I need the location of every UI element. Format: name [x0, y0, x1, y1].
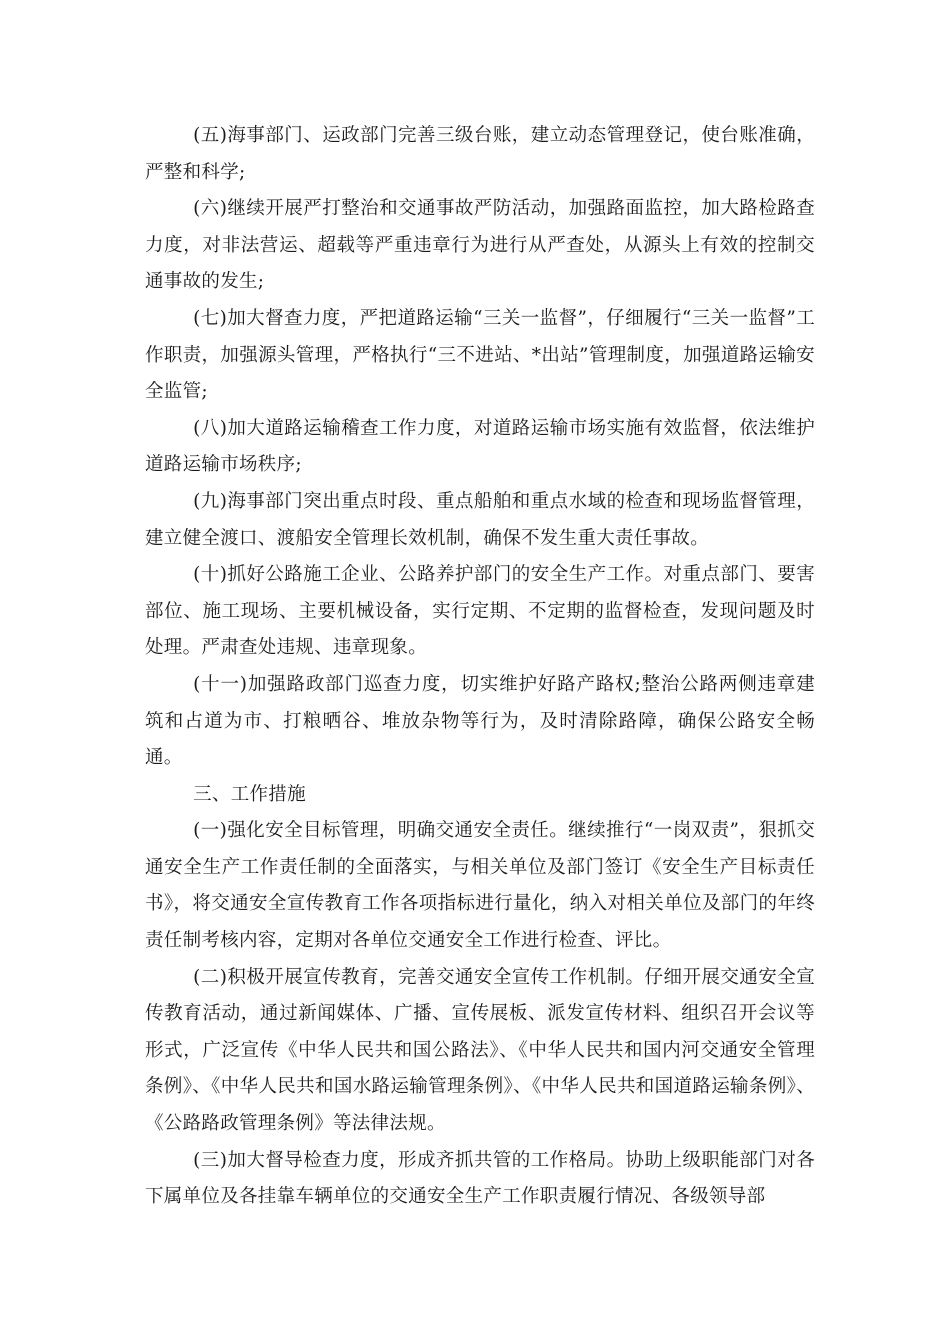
- paragraph-9: (九)海事部门突出重点时段、重点船舶和重点水域的检查和现场监督管理，建立健全渡口、渡船安全管理长效机制，确保不发生重大责任事故。: [145, 490, 815, 549]
- paragraph-5: (五)海事部门、运政部门完善三级台账，建立动态管理登记，使台账准确，严整和科学;: [145, 125, 815, 183]
- measure-1: (一)强化安全目标管理，明确交通安全责任。继续推行“一岗双责”，狠抓交通安全生产工作责任制的全面落实，与相关单位及部门签订《安全生产目标责任书》，将交通安全宣传教育工作各项指标进行量化，纳入对相关单位及部门的年终责任制考核内容，定期对各单位交通安全工作进行检查、评比。: [145, 820, 815, 952]
- section-heading: 三、工作措施: [193, 783, 306, 805]
- paragraph-6: (六)继续开展严打整治和交通事故严防活动，加强路面监控，加大路检路查力度，对非法营运、超载等严重违章行为进行从严查处，从源头上有效的控制交通事故的发生;: [145, 198, 815, 293]
- measure-2: (二)积极开展宣传教育，完善交通安全宣传工作机制。仔细开展交通安全宣传教育活动，通过新闻媒体、广播、宣传展板、派发宣传材料、组织召开会议等形式，广泛宣传《中华人民共和国公路法》、《中华人民共和国内河交通安全管理条例》、《中华人民共和国水路运输管理条例》、《中华人民共和国道路运输条例》、《公路路政管理条例》等法律法规。: [145, 966, 815, 1135]
- document-page: [145, 118, 815, 1216]
- paragraph-10: (十)抓好公路施工企业、公路养护部门的安全生产工作。对重点部门、要害部位、施工现场、主要机械设备，实行定期、不定期的监督检查，发现问题及时处理。严肃查处违规、违章现象。: [145, 564, 815, 659]
- measure-3: (三)加大督导检查力度，形成齐抓共管的工作格局。协助上级职能部门对各下属单位及各挂靠车辆单位的交通安全生产工作职责履行情况、各级领导部: [145, 1149, 815, 1208]
- paragraph-8: (八)加大道路运输稽查工作力度，对道路运输市场实施有效监督，依法维护道路运输市场秩序;: [145, 417, 815, 476]
- paragraph-11: (十一)加强路政部门巡查力度，切实维护好路产路权;整治公路两侧违章建筑和占道为市、打粮晒谷、堆放杂物等行为，及时清除路障，确保公路安全畅通。: [145, 673, 815, 769]
- paragraph-7: (七)加大督查力度，严把道路运输“三关一监督”，仔细履行“三关一监督”工作职责，加强源头管理，严格执行“三不进站、*出站”管理制度，加强道路运输安全监管;: [145, 307, 815, 403]
